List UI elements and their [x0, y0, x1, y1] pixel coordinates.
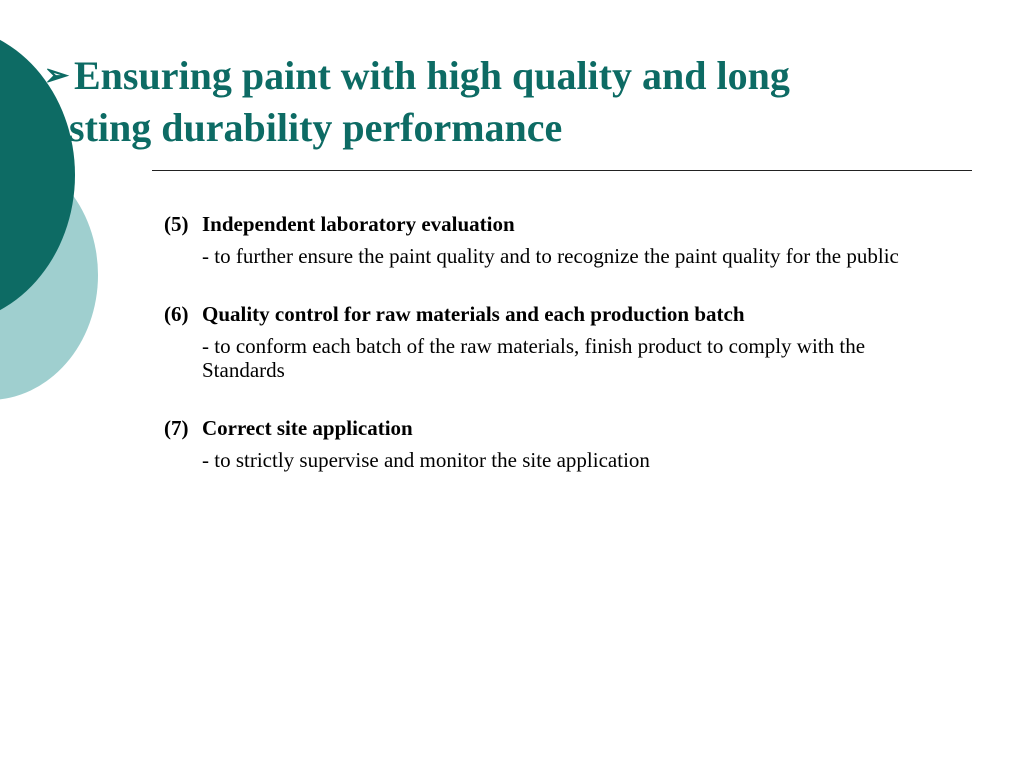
list-item [164, 302, 964, 382]
item-heading-row [164, 212, 964, 236]
item-heading: Correct site application [202, 416, 413, 440]
title-line-1: Ensuring paint with high quality and long [74, 53, 790, 98]
list-item [164, 416, 964, 472]
item-heading: Quality control for raw materials and each production batch [202, 302, 745, 326]
item-heading: Independent laboratory evaluation [202, 212, 515, 236]
item-number: (6) [164, 302, 189, 326]
item-number: (7) [164, 416, 189, 440]
arrow-check-bullet-icon: ➢ [44, 59, 70, 92]
slide-title [44, 50, 944, 154]
item-number: (5) [164, 212, 189, 236]
item-heading-row [164, 302, 964, 326]
slide-content [164, 212, 964, 506]
title-line-2: sting durability performance [69, 105, 563, 150]
item-description: - to conform each batch of the raw materials, finish product to comply with the Standards [202, 334, 866, 382]
item-description: - to further ensure the paint quality and to recognize the paint quality for the public [202, 244, 899, 268]
list-item [164, 212, 964, 268]
title-divider [152, 170, 972, 171]
item-description: - to strictly supervise and monitor the site application [202, 448, 650, 472]
item-heading-row [164, 416, 964, 440]
